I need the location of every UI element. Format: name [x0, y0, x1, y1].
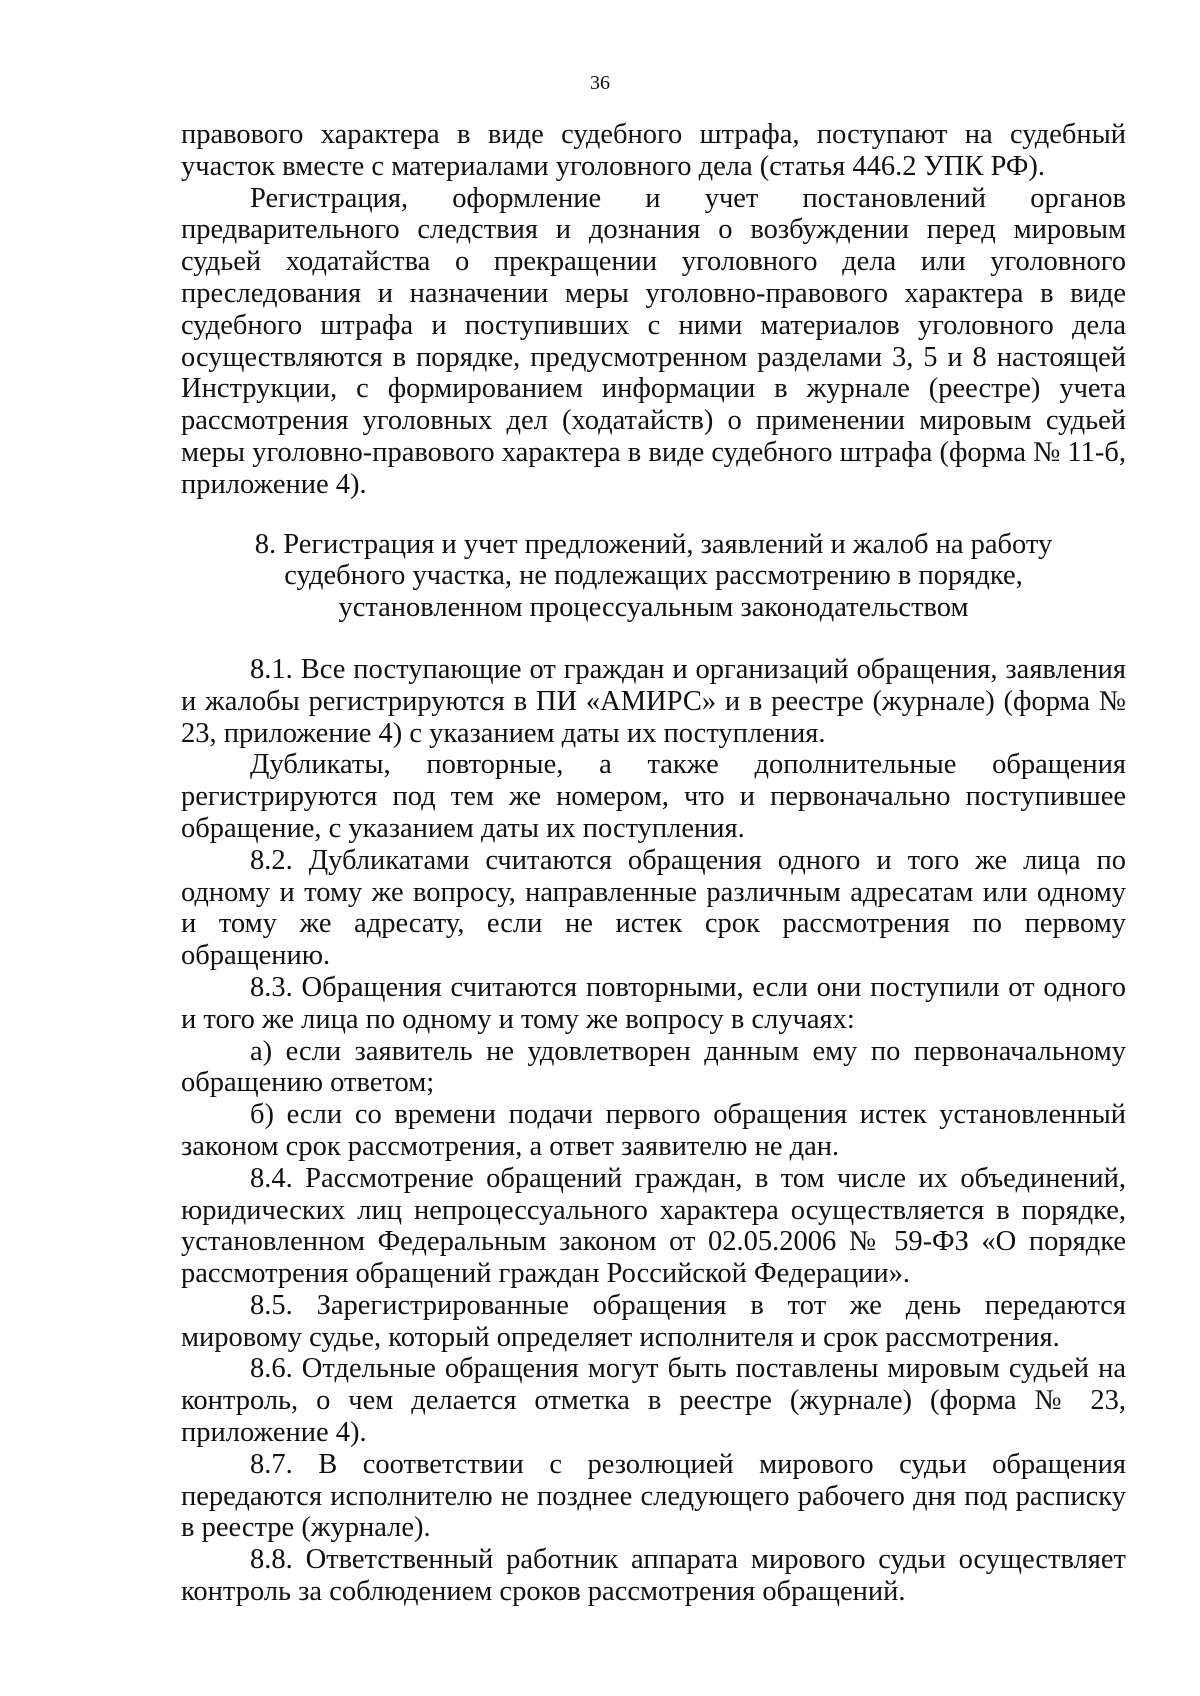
paragraph: Регистрация, оформление и учет постановлений органов предварительного следствия и дознания о возбуждении перед мировым судьей ходатайства о прекращении уголовного дела или уголовного преследования и назначении меры уголовно-правового характера в виде судебного штрафа и поступивших с ними материалов уголовного дела осуществляются в порядке, предусмотренном разделами 3, 5 и 8 настоящей Инструкции, с формированием информации в журнале (реестре) учета рассмотрения уголовных дел (ходатайств) о применении мировым судьей меры уголовно-правового характера в виде судебного штрафа (форма № 11-б, приложение 4). [181, 182, 1126, 500]
section-heading-line: судебного участка, не подлежащих рассмотрению в порядке, [284, 560, 1023, 592]
paragraph: 8.6. Отдельные обращения могут быть поставлены мировым судьей на контроль, о чем делается отметка в реестре (журнале) (форма № 23, приложение 4). [181, 1353, 1126, 1449]
document-body [181, 119, 1126, 1608]
paragraph: 8.3. Обращения считаются повторными, если они поступили от одного и того же лица по одному и тому же вопросу в случаях: [181, 971, 1126, 1035]
section-heading-line: установленном процессуальным законодательством [338, 592, 969, 624]
paragraph: Дубликаты, повторные, а также дополнительные обращения регистрируются под тем же номером, что и первоначально поступившее обращение, с указанием даты их поступления. [181, 749, 1126, 844]
paragraph: правового характера в виде судебного штрафа, поступают на судебный участок вместе с материалами уголовного дела (статья 446.2 УПК РФ). [181, 119, 1126, 182]
paragraph: 8.2. Дубликатами считаются обращения одного и того же лица по одному и тому же вопросу, направленные различным адресатам или одному и тому же адресату, если не истек срок рассмотрения по первому обращению. [181, 844, 1126, 972]
section-heading-line: 8. Регистрация и учет предложений, заявлений и жалоб на работу [254, 528, 1053, 560]
paragraph: 8.1. Все поступающие от граждан и организаций обращения, заявления и жалобы регистрируются в ПИ «АМИРС» и в реестре (журнале) (форма № 23, приложение 4) с указанием даты их поступления. [181, 653, 1126, 749]
paragraph: а) если заявитель не удовлетворен данным ему по первоначальному обращению ответом; [181, 1035, 1126, 1099]
paragraph: 8.5. Зарегистрированные обращения в тот же день передаются мировому судье, который определяет исполнителя и срок рассмотрения. [181, 1289, 1126, 1353]
paragraph: 8.4. Рассмотрение обращений граждан, в том числе их объединений, юридических лиц непроцессуального характера осуществляется в порядке, установленном Федеральным законом от 02.05.2006 № 59-ФЗ «О порядке рассмотрения обращений граждан Российской Федерации». [181, 1162, 1126, 1290]
paragraph: 8.7. В соответствии с резолюцией мирового судьи обращения передаются исполнителю не позднее следующего рабочего дня под расписку в реестре (журнале). [181, 1448, 1126, 1544]
paragraph: 8.8. Ответственный работник аппарата мирового судьи осуществляет контроль за соблюдением сроков рассмотрения обращений. [181, 1544, 1126, 1608]
section-heading [181, 529, 1126, 624]
page-number: 36 [590, 72, 610, 94]
paragraph: б) если со времени подачи первого обращения истек установленный законом срок рассмотрения, а ответ заявителю не дан. [181, 1099, 1126, 1162]
